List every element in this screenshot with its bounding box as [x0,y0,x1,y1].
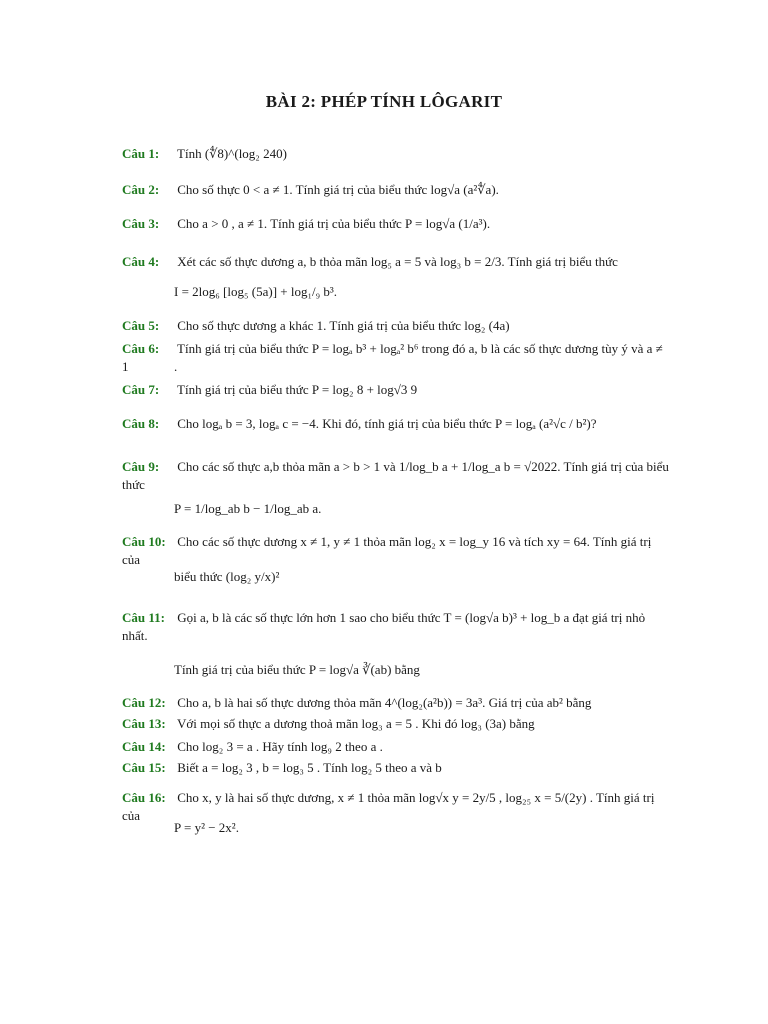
question-label: Câu 10: [122,534,166,549]
question-text: Cho số thực 0 < a ≠ 1. Tính giá trị của biểu thức log√a (a²∜a). [177,182,499,197]
question-14 [122,738,670,756]
question-label: Câu 13: [122,716,166,731]
question-label: Câu 7: [122,382,160,397]
question-label: Câu 3: [122,216,160,231]
question-11-continuation: Tính giá trị của biểu thức P = log√a ∛(ab) bằng [174,662,420,677]
question-label: Câu 14: [122,739,166,754]
question-label: Câu 8: [122,416,160,431]
question-text: Với mọi số thực a dương thoả mãn log₃ a = 5 . Khi đó log₃ (3a) bằng [177,716,535,731]
question-6 [122,340,670,376]
question-label: Câu 12: [122,695,166,710]
question-label: Câu 6: [122,341,160,356]
question-label: Câu 11: [122,610,165,625]
question-11 [122,609,670,645]
question-1 [122,145,670,163]
question-label: Câu 2: [122,182,160,197]
question-text: Biết a = log₂ 3 , b = log₃ 5 . Tính log₂ 5 theo a và b [177,760,442,775]
question-text: Cho các số thực a,b thỏa mãn a > b > 1 và 1/log_b a + 1/log_a b = √2022. Tính giá trị của biểu thức [122,459,669,492]
question-text: Tính giá trị của biểu thức P = logₐ b³ + logₐ² b⁶ trong đó a, b là các số thực dương tùy ý và a ≠ 1 [122,341,663,374]
question-8 [122,415,670,433]
question-6-continuation: . [174,359,178,374]
question-9-continuation: P = 1/log_ab b − 1/log_ab a. [174,501,322,516]
question-text: Cho x, y là hai số thực dương, x ≠ 1 thỏa mãn log√x y = 2y/5 , log₂₅ x = 5/(2y) . Tính giá trị của [122,790,655,823]
question-4-continuation: I = 2log₆ [log₅ (5a)] + log₁/₉ b³. [174,284,338,299]
question-text: Cho log₂ 3 = a . Hãy tính log₉ 2 theo a . [177,739,383,754]
question-label: Câu 4: [122,254,160,269]
question-text: Cho logₐ b = 3, logₐ c = −4. Khi đó, tính giá trị của biểu thức P = logₐ (a²√c / b²)? [177,416,597,431]
question-10-continuation: biểu thức (log₂ y/x)² [174,569,280,584]
question-text: Tính (∜8)^(log₂ 240) [177,146,287,161]
question-16-continuation: P = y² − 2x². [174,820,239,835]
question-label: Câu 1: [122,146,160,161]
question-text: Cho a, b là hai số thực dương thỏa mãn 4^(log₂(a²b)) = 3a³. Giá trị của ab² bằng [177,695,592,710]
question-label: Câu 5: [122,318,160,333]
question-2 [122,181,670,199]
question-12 [122,694,670,712]
question-text: Cho các số thực dương x ≠ 1, y ≠ 1 thỏa mãn log₂ x = log_y 16 và tích xy = 64. Tính giá trị của [122,534,652,567]
question-4 [122,253,670,271]
question-5 [122,317,670,335]
question-label: Câu 9: [122,459,160,474]
question-text: Cho số thực dương a khác 1. Tính giá trị của biểu thức log₂ (4a) [177,318,510,333]
question-13 [122,715,670,733]
question-10 [122,533,670,569]
question-text: Gọi a, b là các số thực lớn hơn 1 sao cho biểu thức T = (log√a b)³ + log_b a đạt giá trị nhỏ nhất. [122,610,646,643]
question-label: Câu 16: [122,790,166,805]
question-9 [122,458,670,494]
question-3 [122,215,670,233]
question-text: Tính giá trị của biểu thức P = log₂ 8 + log√3 9 [177,382,418,397]
question-7 [122,381,670,399]
question-text: Xét các số thực dương a, b thỏa mãn log₅ a = 5 và log₃ b = 2/3. Tính giá trị biểu thức [177,254,618,269]
question-label: Câu 15: [122,760,166,775]
question-15 [122,759,670,777]
question-text: Cho a > 0 , a ≠ 1. Tính giá trị của biểu thức P = log√a (1/a³). [177,216,491,231]
page-title: BÀI 2: PHÉP TÍNH LÔGARIT [265,92,503,111]
